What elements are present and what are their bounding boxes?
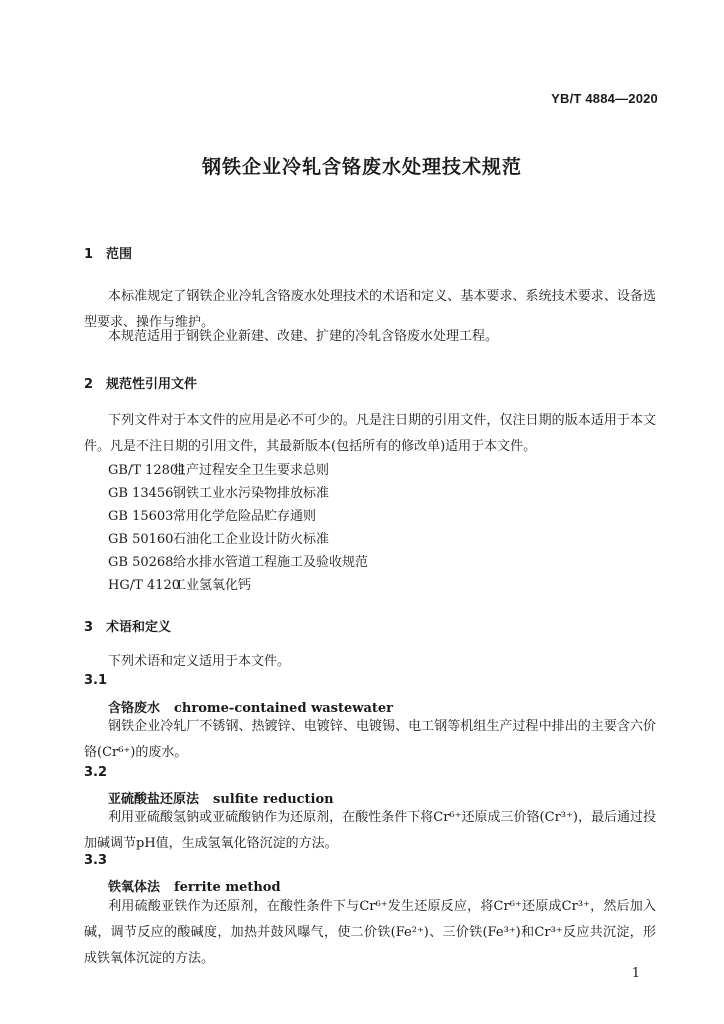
reference-title: 钢铁工业水污染物排放标准 (173, 486, 330, 501)
reference-code: GB 15603 (108, 509, 174, 524)
reference-code: GB 13456 (108, 486, 174, 501)
term-chinese-name: 含铬废水 (108, 701, 161, 716)
reference-code: GB 50160 (108, 532, 174, 547)
reference-title: 工业氢氧化钙 (173, 578, 252, 593)
reference-title: 常用化学危险品贮存通则 (173, 509, 317, 524)
reference-title: 给水排水管道工程施工及验收规范 (173, 555, 369, 570)
section-2-heading (84, 373, 197, 392)
section-3-paragraph-1: 下列术语和定义适用于本文件。 (108, 654, 291, 669)
section-1-heading (84, 243, 132, 262)
page-number: 1 (631, 966, 640, 981)
term-definition: 利用硫酸亚铁作为还原剂，在酸性条件下与Cr⁶⁺发生还原反应，将Cr⁶⁺还原成Cr³⁺，然后加入碱，调节反应的酸碱度，加热并鼓风曝气，使二价铁(Fe²⁺)、三价铁(Fe³⁺)和Cr³⁺反应共沉淀，形成铁氧体沉淀的方法。 (84, 899, 656, 966)
section-1-paragraph-2: 本规范适用于钢铁企业新建、改建、扩建的冷轧含铬废水处理工程。 (108, 329, 499, 344)
term-english-name: chrome-contained wastewater (174, 701, 394, 716)
section-1-paragraph-1: 本标准规定了钢铁企业冷轧含铬废水处理技术的术语和定义、基本要求、系统技术要求、设备选型要求、操作与维护。 (84, 289, 656, 330)
standard-code: YB/T 4884—2020 (551, 91, 658, 106)
reference-code: GB/T 12801 (108, 463, 187, 478)
term-english-name: sulfite reduction (213, 792, 334, 807)
document-title: 钢铁企业冷轧含铬废水处理技术规范 (201, 156, 522, 178)
reference-title: 生产过程安全卫生要求总则 (173, 463, 330, 478)
section-2-number: 2 (84, 377, 94, 392)
section-1-number: 1 (84, 247, 94, 262)
reference-item (108, 528, 329, 547)
section-2-title: 规范性引用文件 (106, 377, 198, 392)
section-1-title: 范围 (106, 247, 133, 262)
section-2-paragraph-1: 下列文件对于本文件的应用是必不可少的。凡是注日期的引用文件，仅注日期的版本适用于本文件。凡是不注日期的引用文件，其最新版本(包括所有的修改单)适用于本文件。 (84, 413, 656, 454)
term-heading (108, 876, 281, 895)
reference-item (108, 505, 316, 524)
section-3-number: 3 (84, 620, 94, 635)
reference-item (108, 482, 329, 501)
reference-item (108, 459, 329, 478)
term-definition: 利用亚硫酸氢钠或亚硫酸钠作为还原剂，在酸性条件下将Cr⁶⁺还原成三价铬(Cr³⁺)，最后通过投加碱调节pH值，生成氢氧化铬沉淀的方法。 (84, 810, 656, 851)
section-3-title: 术语和定义 (106, 620, 172, 635)
reference-code: HG/T 4120 (108, 578, 180, 593)
term-chinese-name: 亚硫酸盐还原法 (108, 792, 200, 807)
term-number: 3.3 (84, 853, 108, 868)
reference-item (108, 574, 251, 593)
reference-title: 石油化工企业设计防火标准 (173, 532, 330, 547)
term-english-name: ferrite method (174, 880, 281, 895)
section-3-heading (84, 616, 171, 635)
term-number: 3.1 (84, 673, 108, 688)
term-chinese-name: 铁氧体法 (108, 880, 161, 895)
term-definition: 钢铁企业冷轧厂不锈钢、热镀锌、电镀锌、电镀锡、电工钢等机组生产过程中排出的主要含六价铬(Cr⁶⁺)的废水。 (84, 719, 656, 760)
reference-item (108, 551, 368, 570)
reference-code: GB 50268 (108, 555, 174, 570)
term-number: 3.2 (84, 765, 108, 780)
